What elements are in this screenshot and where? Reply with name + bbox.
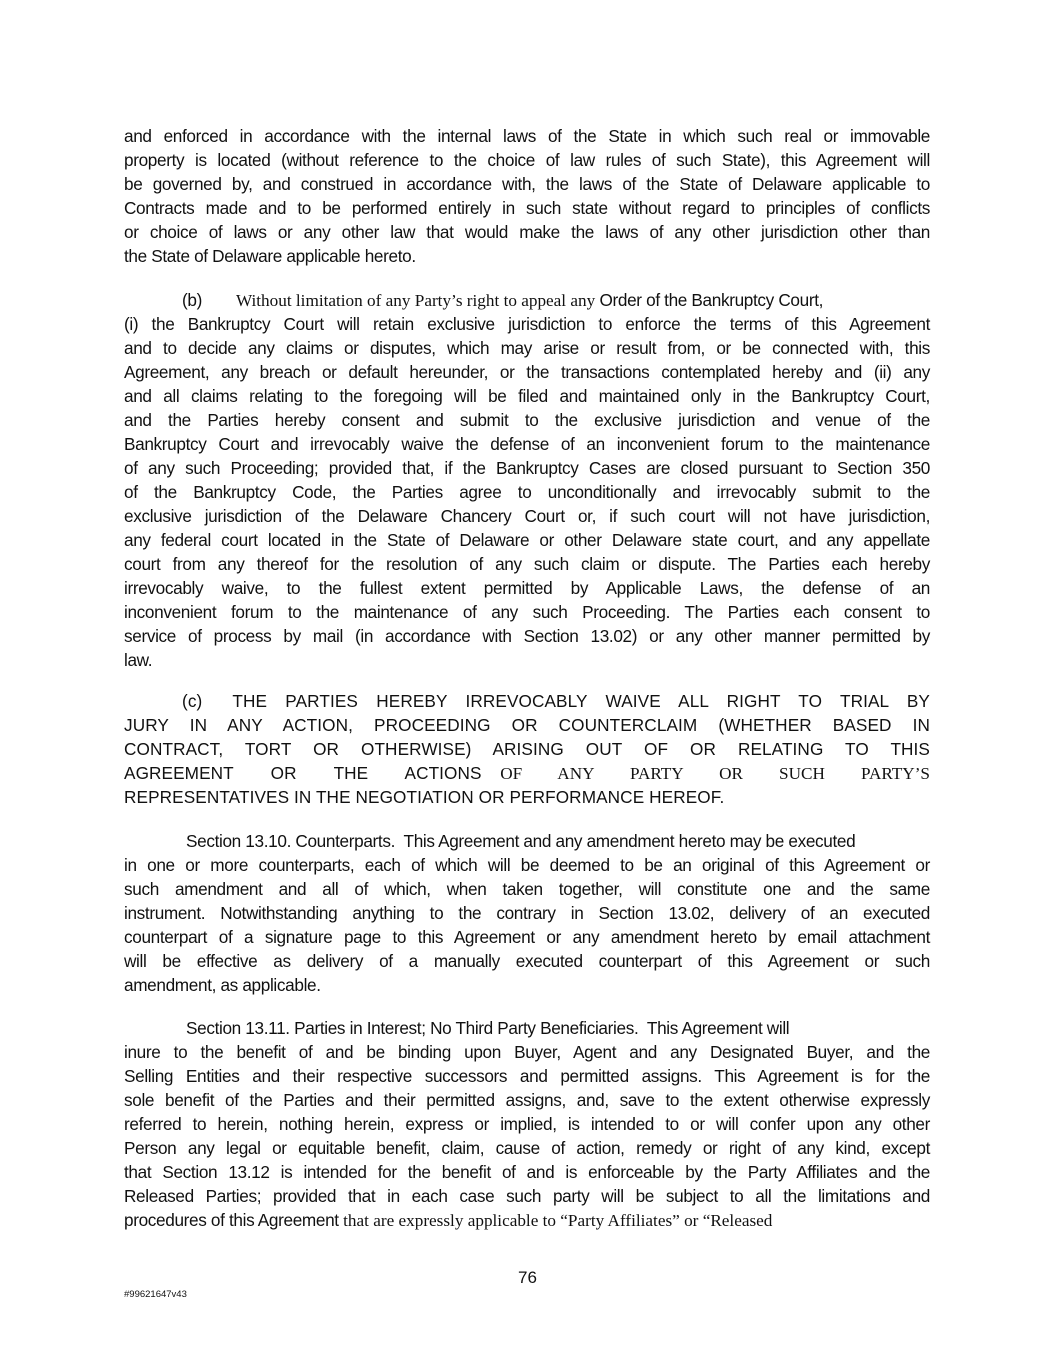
text-line: and enforced in accordance with the internal laws of the State in which such real or immovable: [124, 126, 930, 146]
text-line-mixed: [124, 1208, 930, 1232]
text-line: exclusive jurisdiction of the Delaware Chancery Court or, if such court will not have jurisdiction,: [124, 506, 930, 526]
text-line: Released Parties; provided that in each case such party will be subject to all the limitations and: [124, 1186, 930, 1206]
text-line: of the Bankruptcy Code, the Parties agree to unconditionally and irrevocably submit to the: [124, 482, 930, 502]
text-line: Bankruptcy Court and irrevocably waive the defense of an inconvenient forum to the maintenance: [124, 434, 930, 454]
text-line: inure to the benefit of and be binding upon Buyer, Agent and any Designated Buyer, and the: [124, 1042, 930, 1062]
section-heading: Section 13.11. Parties in Interest; No Third Party Beneficiaries.: [186, 1018, 639, 1038]
text-line: and to decide any claims or disputes, which may arise or result from, or be connected with, this: [124, 338, 930, 358]
text-line: or choice of laws or any other law that would make the laws of any other jurisdiction other than: [124, 222, 930, 242]
page-number: 76: [518, 1268, 537, 1287]
text-line: CONTRACT, TORT OR OTHERWISE) ARISING OUT OF OR RELATING TO THIS: [124, 739, 930, 759]
text-line: referred to herein, nothing herein, express or implied, is intended to or will confer upon any other: [124, 1114, 930, 1134]
text-line: of any such Proceeding; provided that, if the Bankruptcy Cases are closed pursuant to Section 350: [124, 458, 930, 478]
text-line: Contracts made and to be performed entirely in such state without regard to principles of conflicts: [124, 198, 930, 218]
paragraph-label: (c): [182, 691, 203, 711]
text-line: service of process by mail (in accordance with Section 13.02) or any other manner permitted by: [124, 626, 930, 646]
text-line: sole benefit of the Parties and their permitted assigns, and, save to the extent otherwise expressly: [124, 1090, 930, 1110]
sans-run: procedures of this Agreement: [124, 1210, 344, 1230]
text-line: property is located (without reference to the choice of law rules of such State), this Agreement will: [124, 150, 930, 170]
text-line: that Section 13.12 is intended for the benefit of and is enforceable by the Party Affiliates and the: [124, 1162, 930, 1182]
text-line: REPRESENTATIVES IN THE NEGOTIATION OR PERFORMANCE HEREOF.: [124, 787, 725, 807]
text-line: law.: [124, 650, 153, 670]
text-line: and all claims relating to the foregoing will be filed and maintained only in the Bankruptcy Court,: [124, 386, 930, 406]
text-run: THE PARTIES HEREBY IRREVOCABLY WAIVE ALL RIGHT TO TRIAL BY: [232, 691, 930, 711]
text-line: Selling Entities and their respective successors and permitted assigns. This Agreement is for the: [124, 1066, 930, 1086]
serif-run: OF ANY PARTY OR SUCH PARTY’S: [500, 764, 930, 783]
text-line: such amendment and all of which, when taken together, will constitute one and the same: [124, 879, 930, 899]
text-line: counterpart of a signature page to this Agreement or any amendment hereto by email attachment: [124, 927, 930, 947]
section-13-10-first-line: [186, 829, 930, 853]
paragraph-b-first-line: [182, 288, 930, 312]
sans-run: AGREEMENT OR THE ACTIONS: [124, 763, 501, 783]
text-run: This Agreement and any amendment hereto may be executed: [395, 831, 856, 851]
sans-run: Order of the Bankruptcy Court,: [599, 290, 824, 310]
text-line: in one or more counterparts, each of which will be deemed to be an original of this Agreement or: [124, 855, 930, 875]
document-id: #99621647v43: [124, 1289, 187, 1300]
text-line: (i) the Bankruptcy Court will retain exclusive jurisdiction to enforce the terms of this Agreement: [124, 314, 930, 334]
text-line: Agreement, any breach or default hereunder, or the transactions contemplated hereby and (ii) any: [124, 362, 930, 382]
text-line: and the Parties hereby consent and submit to the exclusive jurisdiction and venue of the: [124, 410, 930, 430]
text-line: inconvenient forum to the maintenance of any such Proceeding. The Parties each consent to: [124, 602, 930, 622]
text-line: JURY IN ANY ACTION, PROCEEDING OR COUNTERCLAIM (WHETHER BASED IN: [124, 715, 930, 735]
text-line: the State of Delaware applicable hereto.: [124, 246, 416, 266]
text-line: Person any legal or equitable benefit, claim, cause of action, remedy or right of any kind, except: [124, 1138, 930, 1158]
serif-run: that are expressly applicable to “Party Affiliates” or “Released: [343, 1211, 773, 1230]
text-line: irrevocably waive, to the fullest extent permitted by Applicable Laws, the defense of an: [124, 578, 930, 598]
paragraph-label: (b): [182, 290, 202, 310]
serif-run: Without limitation of any Party’s right to appeal any: [235, 291, 600, 310]
text-line: any federal court located in the State of Delaware or other Delaware state court, and any appellate: [124, 530, 930, 550]
text-line: court from any thereof for the resolution of any such claim or dispute. The Parties each hereby: [124, 554, 930, 574]
section-13-11-first-line: [186, 1016, 930, 1040]
text-line: will be effective as delivery of a manually executed counterpart of this Agreement or such: [124, 951, 930, 971]
paragraph-c-first-line: [182, 689, 930, 713]
text-line-mixed: [124, 761, 930, 785]
section-heading: Section 13.10. Counterparts.: [186, 831, 395, 851]
text-line: amendment, as applicable.: [124, 975, 321, 995]
text-run: This Agreement will: [638, 1018, 790, 1038]
text-line: instrument. Notwithstanding anything to the contrary in Section 13.02, delivery of an executed: [124, 903, 930, 923]
text-line: be governed by, and construed in accordance with, the laws of the State of Delaware applicable to: [124, 174, 930, 194]
